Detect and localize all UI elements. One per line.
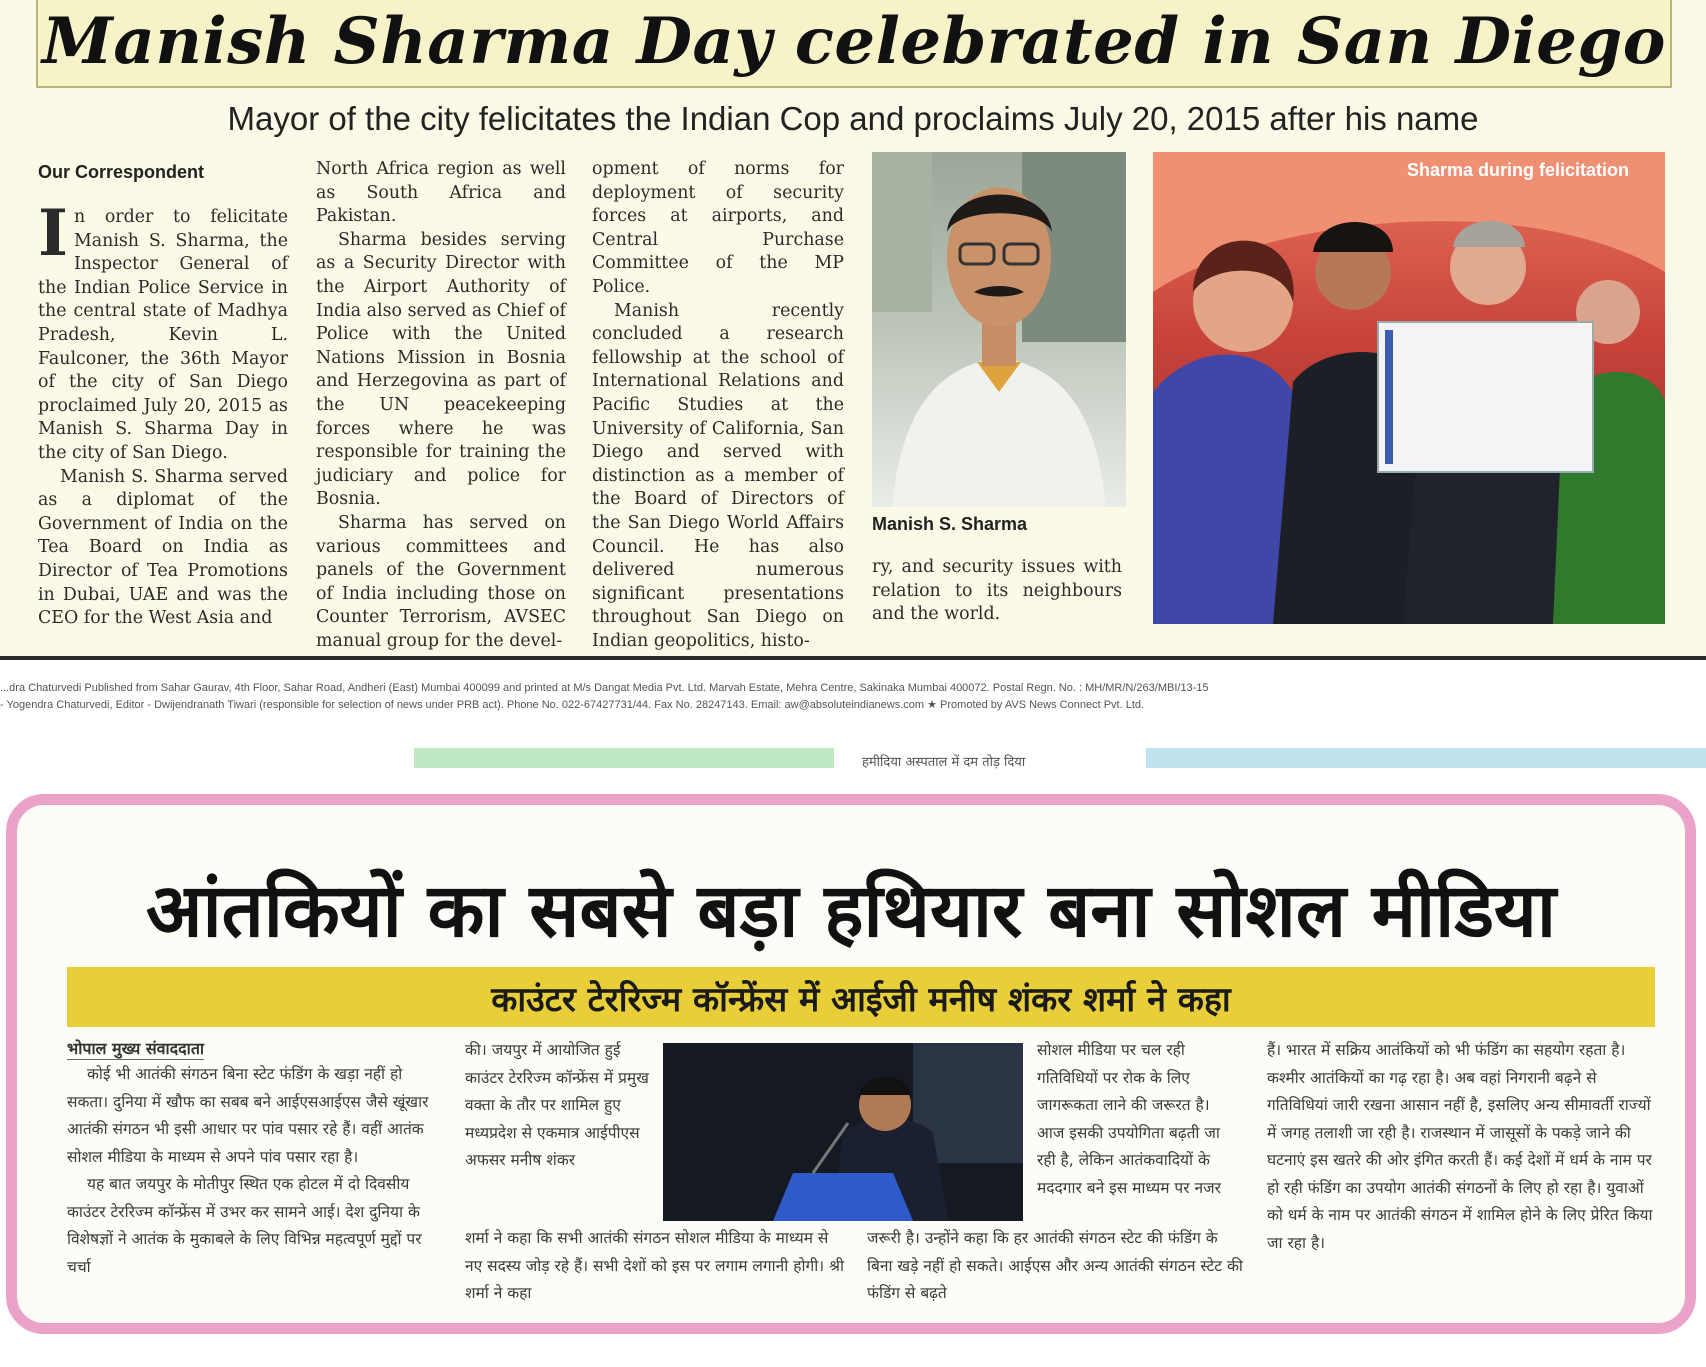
english-headline: Manish Sharma Day celebrated in San Diego bbox=[42, 4, 1666, 79]
blue-strip bbox=[1146, 748, 1706, 768]
hindi-column-2b bbox=[465, 1225, 845, 1325]
hindi-headline: आंतकियों का सबसे बड़ा हथियार बना सोशल मीडिया bbox=[145, 868, 1557, 954]
article-column-1 bbox=[38, 196, 288, 632]
byline: Our Correspondent bbox=[38, 162, 205, 182]
hindi-column-3b bbox=[867, 1225, 1247, 1325]
page-divider bbox=[0, 656, 1706, 660]
green-strip bbox=[414, 748, 834, 768]
column-2-paragraph-3: Sharma has served on various committees and panels of the Government of India including those on Counter Terrorism, AVSEC manual group for the devel- bbox=[316, 512, 566, 651]
portrait-illustration bbox=[872, 152, 1126, 507]
hindi-column-2-paragraph-1: की। जयपुर में आयोजित हुई काउंटर टेररिज्म कॉन्फ्रेंस में प्रमुख वक्ता के तौर पर शामिल हुए मध्यप्रदेश से एकमात्र आईपीएस अफसर मनीष शंकर bbox=[465, 1041, 649, 1169]
print-line bbox=[0, 680, 1706, 714]
conference-illustration bbox=[663, 1043, 1023, 1221]
hindi-column-4 bbox=[1267, 1037, 1657, 1325]
strip-text: हमीदिया अस्पताल में दम तोड़ दिया bbox=[862, 755, 1026, 770]
hindi-column-1 bbox=[67, 1061, 447, 1323]
column-2-paragraph-2: Sharma besides serving as a Security Director with the Airport Authority of India also served as Chief of Police with the United Nations Mission in Bosnia and Herzegovina as part of the UN peacekeeping forces where he was responsible for training the judiciary and police for Bosnia. bbox=[316, 229, 566, 510]
hindi-column-2a bbox=[465, 1037, 653, 1229]
article-column-2 bbox=[316, 158, 566, 651]
hindi-clipping bbox=[6, 794, 1696, 1334]
print-line-2: - Yogendra Chaturvedi, Editor - Dwijendranath Tiwari (responsible for selection of news under PRB act). Phone No. 022-67427731/44. Fax No. 28247143. Email: aw@absoluteindianews.com ★ Promoted by AVS News Connect Pvt. Ltd. bbox=[0, 699, 1145, 711]
hindi-subheadline-strip bbox=[67, 967, 1655, 1027]
column-4-tail: ry, and security issues with relation to its neighbours and the world. bbox=[872, 557, 1122, 625]
drop-cap: I bbox=[38, 196, 68, 271]
english-subheadline: Mayor of the city felicitates the Indian Cop and proclaims July 20, 2015 after his name bbox=[227, 100, 1479, 137]
column-1-paragraph-1: n order to felicitate Manish S. Sharma, the Inspector General of the Indian Police Service in the central state of Madhya Pradesh, Kevin L. Faulconer, the 36th Mayor of the city of San Diego proclaimed July 20, 2015 as Manish S. Sharma Day in the city of San Diego. bbox=[38, 207, 288, 463]
hindi-column-3-paragraph-1: सोशल मीडिया पर चल रही गतिविधियों पर रोक के लिए जागरूकता लाने की जरूरत है। आज इसकी उपयोगिता बढ़ती जा रही है, लेकिन आतंकवादियों के मददगार बने इस माध्यम पर नजर bbox=[1037, 1041, 1221, 1197]
hindi-column-1-paragraph-2: यह बात जयपुर के मोतीपुर स्थित एक होटल में दो दिवसीय काउंटर टेररिज्म कॉन्फ्रेंस में उभर कर सामने आई। देश दुनिया के विशेषज्ञों ने आतंक के मुकाबले के लिए विभिन्न महत्वपूर्ण मुद्दों पर चर्चा bbox=[67, 1175, 422, 1276]
column-1-paragraph-2: Manish S. Sharma served as a diplomat of the Government of India on the Tea Board on India as Director of Tea Promotions in Dubai, UAE and was the CEO for the West Asia and bbox=[38, 466, 288, 629]
hindi-column-3-paragraph-2: जरूरी है। उन्होंने कहा कि हर आतंकी संगठन स्टेट की फंडिंग के बिना खड़े नहीं हो सकते। आईएस और अन्य आतंकी संगठन स्टेट की फंडिंग से बढ़ते bbox=[867, 1229, 1243, 1302]
felicitation-photo bbox=[1153, 152, 1665, 624]
hindi-subheadline: काउंटर टेररिज्म कॉन्फ्रेंस में आईजी मनीष शंकर शर्मा ने कहा bbox=[491, 980, 1231, 1020]
print-line-1: ...dra Chaturvedi Published from Sahar Gaurav, 4th Floor, Sahar Road, Andheri (East) Mumbai 400099 and printed at M/s Dangat Media Pvt. Ltd. Marvah Estate, Mehra Centre, Sakinaka Mumbai 400072. Postal Regn. No. : MH/MR/N/263/MBI/13-15 bbox=[0, 682, 1209, 694]
felicitation-illustration bbox=[1153, 152, 1665, 624]
hindi-column-2-paragraph-2: शर्मा ने कहा कि सभी आतंकी संगठन सोशल मीडिया के माध्यम से नए सदस्य जोड़ रहे हैं। सभी देशों को इस पर लगाम लगानी होगी। श्री शर्मा ने कहा bbox=[465, 1229, 844, 1302]
english-clipping bbox=[0, 0, 1706, 658]
hindi-byline: भोपाल मुख्य संवाददाता bbox=[67, 1039, 205, 1058]
headline-band bbox=[36, 0, 1672, 88]
column-3-paragraph-2: Manish recently concluded a research fellowship at the school of International Relations and Pacific Studies at the University of California, San Diego and served with distinction as a member of the Board of Directors of the San Diego World Affairs Council. He has also delivered numerous significant presentations throughout San Diego on Indian geopolitics, histo- bbox=[592, 300, 844, 651]
hindi-column-1-paragraph-1: कोई भी आतंकी संगठन बिना स्टेट फंडिंग के खड़ा नहीं हो सकता। दुनिया में खौफ का सबब बने आईएसआईएस जैसे खूंखार आतंकी संगठन भी इसी आधार पर पांव पसार रहे हैं। वहीं आतंक सोशल मीडिया के माध्यम से अपने पांव पसार रहा है। bbox=[67, 1065, 429, 1166]
photo-caption: Sharma during felicitation bbox=[1406, 160, 1629, 180]
article-column-3 bbox=[592, 158, 844, 651]
hindi-column-4-paragraph-1: हैं। भारत में सक्रिय आतंकियों को भी फंडिंग का सहयोग रहता है। कश्मीर आतंकियों का गढ़ रहा है। अब वहां निगरानी बढ़ने से गतिविधियां जारी रखना आसान नहीं है, इसलिए अन्य सीमावर्ती राज्यों में जगह तलाशी जा रही है। राजस्थान में जासूसों के पकड़े जाने की घटनाएं इस खतरे की ओर इंगित करती हैं। कई देशों में धर्म के नाम पर हो रही फंडिंग का उपयोग आतंकी संगठनों के लिए हो रहा है। युवाओं को धर्म के नाम पर आतंकी संगठन में शामिल होने के लिए प्रेरित किया जा रहा है। bbox=[1267, 1041, 1653, 1252]
column-2-paragraph-1: North Africa region as well as South Africa and Pakistan. bbox=[316, 159, 566, 227]
hindi-column-3a bbox=[1037, 1037, 1237, 1233]
column-3-paragraph-1: opment of norms for deployment of security forces at airports, and Central Purchase Committee of the MP Police. bbox=[592, 159, 844, 297]
conference-photo bbox=[663, 1043, 1023, 1221]
portrait-caption: Manish S. Sharma bbox=[872, 514, 1028, 534]
portrait-photo bbox=[872, 152, 1126, 507]
